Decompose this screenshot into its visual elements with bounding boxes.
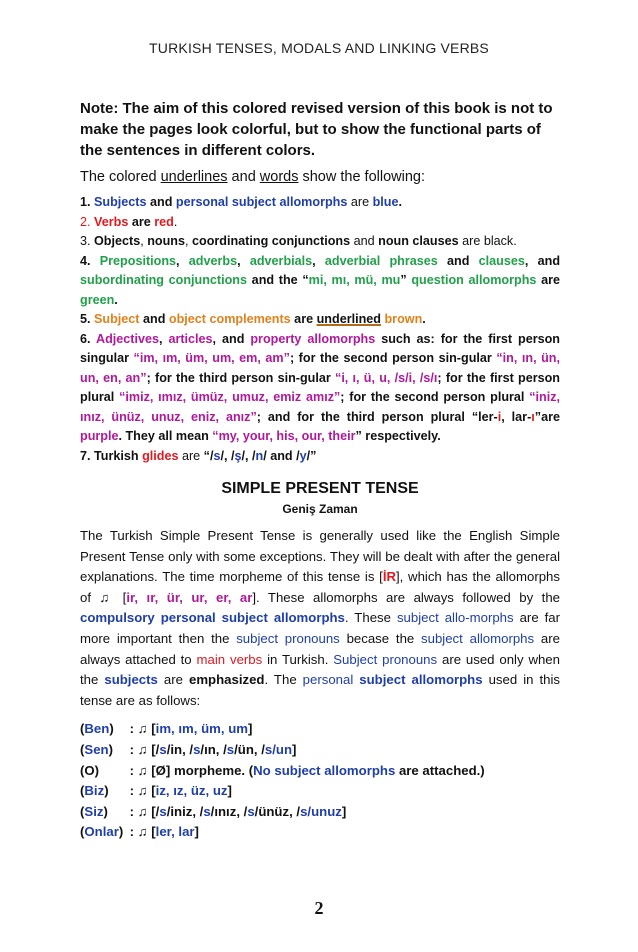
verbs-word: Verbs <box>94 214 129 229</box>
compulsory-allomorphs-phrase: compulsory personal subject allomorphs <box>80 610 345 626</box>
property-allomorphs-phrase: property allomorphs <box>250 331 376 346</box>
pronoun: Siz <box>84 803 104 819</box>
row-text: /ün, / <box>234 741 265 757</box>
body-text: are <box>157 672 189 688</box>
meanings-list: “my, your, his, our, their <box>212 429 356 443</box>
legend-text: . <box>114 292 118 307</box>
subordinating-conjunctions-phrase: subordinating conjunctions <box>80 273 247 287</box>
glide: s <box>159 803 167 819</box>
body-text: The Turkish Simple Present Tense is generally used like the English Simple Present Tense only with some exceptions. They will be dealt with after the general explanations. The time morpheme of this tense is [ <box>80 528 560 585</box>
glide: s <box>300 803 308 819</box>
body-text: used in this tense are as follows: <box>80 672 561 708</box>
pronoun: Ben <box>84 721 110 737</box>
legend-text: ” respectively. <box>355 429 441 443</box>
section-subtitle: Geniş Zaman <box>282 502 358 516</box>
legend-text: such as: for the first person singular <box>80 331 560 365</box>
legend-text: “ <box>302 273 309 287</box>
legend-text: are <box>536 273 560 287</box>
noun-clauses-phrase: noun clauses <box>378 234 459 248</box>
articles-word: articles <box>168 331 213 346</box>
intro-line <box>80 167 560 187</box>
adverbials-word: adverbials <box>249 253 313 268</box>
glides-word: glides <box>142 448 179 463</box>
conjunctions-phrase: coordinating conjunctions <box>192 234 351 248</box>
adverbs-word: adverbs <box>188 253 238 268</box>
question-allomorphs-phrase: question allomorphs <box>406 273 537 287</box>
black-word: black <box>483 234 514 248</box>
legend-item-7 <box>80 447 560 467</box>
body-text: are far more important then the <box>80 610 561 646</box>
purple-word: purple <box>80 429 119 443</box>
row-text: : ♫ [ <box>126 721 156 737</box>
legend-text: and <box>139 312 169 326</box>
first-plural-suffixes: “imiz, ımız, ümüz, umuz, emiz amız” <box>119 390 341 404</box>
subject-pronouns-phrase: subject pronouns <box>236 630 340 646</box>
legend-item-3 <box>80 232 560 252</box>
legend-item-4 <box>80 252 560 311</box>
row-text: /un <box>272 741 293 757</box>
legend-text: ; for the second person sin-gular <box>289 351 497 365</box>
conjugation-row-onlar: (Onlar) : ♫ [ler, lar] <box>80 824 199 840</box>
pronoun: Sen <box>84 741 109 757</box>
row-text: /unuz <box>307 803 342 819</box>
legend-item-1 <box>80 193 560 213</box>
legend-text: and the <box>247 273 303 287</box>
pronoun: Biz <box>84 783 105 799</box>
legend-text: and <box>537 253 561 268</box>
legend-text: “/ <box>203 448 214 463</box>
row-text: /iniz, / <box>166 803 204 819</box>
glide-s: s <box>213 448 221 463</box>
note-paragraph: Note: The aim of this colored revised version of this book is not to make the pages look colorful, but to show the functional parts of the sentences in different colors. <box>80 100 553 159</box>
running-header: TURKISH TENSES, MODALS AND LINKING VERBS <box>149 40 489 56</box>
legend-text: are <box>458 234 484 248</box>
third-plural-dotless-i: ı <box>531 409 535 424</box>
explanation-paragraph <box>80 526 560 711</box>
prepositions-word: Prepositions <box>99 253 177 268</box>
legend-text: ; for the second person plural <box>340 390 530 404</box>
main-verbs-phrase: main verbs <box>196 651 263 667</box>
clauses-word: clauses <box>478 253 525 268</box>
legend-text: , <box>185 234 192 248</box>
allomorphs-word: allomorphs <box>411 672 483 688</box>
pronoun: O <box>84 762 95 778</box>
row-text: /ınız, / <box>210 803 248 819</box>
third-plural-i: i <box>497 409 502 424</box>
red-word: red <box>154 214 174 229</box>
suffix-forms: iz, ız, üz, uz <box>155 783 228 799</box>
legend-text: ; for the third person sin-gular <box>146 370 336 385</box>
glide: s <box>159 741 167 757</box>
conjugation-row-biz: (Biz) : ♫ [iz, ız, üz, uz] <box>80 783 232 799</box>
subjects-word: subjects <box>104 672 158 688</box>
nouns-word: nouns <box>147 234 185 248</box>
legend-text: “ler- <box>471 409 498 424</box>
row-text: : ♫ [ <box>126 824 156 840</box>
row-text: ] <box>248 721 253 737</box>
legend-text: , <box>524 253 538 268</box>
glide: s <box>226 741 235 757</box>
conjugation-row-ben: (Ben) : ♫ [im, ım, üm, um] <box>80 721 253 737</box>
legend-text: , and <box>212 331 251 346</box>
row-text: are attached.) <box>395 762 485 778</box>
conjugation-row-siz: (Siz) : ♫ [/s/iniz, /s/ınız, /s/ünüz, /s/unuz] <box>80 803 347 819</box>
legend-text: , <box>140 234 148 248</box>
body-text: ]. These allomorphs are always followed by the <box>252 589 560 605</box>
legend-text: ; and for the third person plural <box>256 409 472 424</box>
subjects-word: Subjects <box>94 195 147 209</box>
color-legend <box>80 193 560 466</box>
subject-allomorphs-phrase: subject allo-morphs <box>396 610 514 626</box>
glide: s <box>203 803 211 819</box>
body-text: ], which has the allomorphs of ♫ [ <box>80 569 560 605</box>
legend-text: , lar- <box>501 409 532 424</box>
second-singular-suffixes: “in, ın, ün, un, en, an” <box>80 351 560 385</box>
row-text: : ♫ [ <box>126 783 156 799</box>
row-text: /ın, / <box>200 741 227 757</box>
row-text: : ♫ [/ <box>126 741 160 757</box>
adjectives-word: Adjectives <box>95 331 159 346</box>
legend-text: . <box>513 234 517 248</box>
green-word: green <box>80 292 115 307</box>
item-number: 7. Turkish <box>80 448 143 463</box>
legend-text: are <box>290 312 317 326</box>
body-text: . These <box>344 610 397 626</box>
legend-text: /, / <box>220 448 235 463</box>
body-text: are always attached to <box>80 630 560 667</box>
row-text: : ♫ [Ø] morpheme. ( <box>126 762 254 778</box>
row-text: ] <box>292 741 297 757</box>
row-text: ] <box>194 824 199 840</box>
underlined-word: underlined <box>316 312 381 326</box>
legend-text: /, / <box>241 448 256 463</box>
legend-text: ” <box>400 273 407 287</box>
personal-word: personal <box>302 672 354 688</box>
legend-text: . They all mean <box>118 429 213 443</box>
allomorphs-phrase: personal subject allomorphs <box>175 195 348 209</box>
legend-text: are <box>178 448 204 463</box>
body-text: are used only when the <box>80 651 560 688</box>
legend-text: /” <box>306 448 317 463</box>
item-number: 5. <box>80 312 95 326</box>
legend-text: / and / <box>263 448 300 463</box>
legend-text: and <box>350 234 379 248</box>
row-text: /ünüz, / <box>254 803 301 819</box>
subject-word: Subject <box>94 312 140 326</box>
legend-item-6 <box>80 330 560 447</box>
glide: s <box>247 803 255 819</box>
page-content <box>80 98 560 843</box>
legend-text: and <box>437 253 479 268</box>
page-number: 2 <box>314 898 324 918</box>
pronoun: Onlar <box>84 824 119 840</box>
subject-word: subject <box>359 672 406 688</box>
objects-word: Objects <box>94 234 141 248</box>
conjugation-row-sen: (Sen) : ♫ [/s/in, /s/ın, /s/ün, /s/un] <box>80 741 297 757</box>
item-number: 2. <box>80 214 95 229</box>
legend-text: ; for the first person plural <box>80 370 560 404</box>
body-text: in Turkish. <box>262 651 334 667</box>
question-particles: mi, mı, mü, mu <box>308 273 401 287</box>
legend-text: , <box>237 253 250 268</box>
legend-text: , <box>158 331 169 346</box>
conjugation-list <box>80 719 560 843</box>
legend-text: , <box>176 253 189 268</box>
allomorphs-list: ir, ır, ür, ur, er, ar <box>126 589 253 605</box>
legend-text: and <box>146 195 176 209</box>
time-morpheme: İR <box>382 569 396 585</box>
item-number: 3. <box>80 234 95 248</box>
intro-text: The colored <box>80 169 161 185</box>
glide-n: n <box>255 448 264 463</box>
glide: s <box>264 741 273 757</box>
blue-word: blue <box>372 195 399 209</box>
section-title: SIMPLE PRESENT TENSE <box>221 480 419 497</box>
item-number: 4. <box>80 253 100 268</box>
subject-allomorphs-phrase: subject allomorphs <box>421 630 535 646</box>
legend-item-5 <box>80 310 560 330</box>
legend-text: are <box>347 195 373 209</box>
body-text: . The <box>264 672 303 688</box>
underlines-word: underlines <box>160 169 228 185</box>
item-number: 6. <box>80 331 96 346</box>
row-text: /in, / <box>166 741 194 757</box>
body-text: becase the <box>339 630 422 646</box>
legend-text: are <box>128 214 155 229</box>
glide: s <box>193 741 201 757</box>
intro-text: show the following: <box>298 169 426 185</box>
intro-text: and <box>227 169 260 185</box>
row-text: ] <box>341 803 347 819</box>
second-plural-suffixes: “iniz, ınız, ünüz, unuz, eniz, anız” <box>80 390 560 424</box>
legend-text: . <box>422 312 426 326</box>
row-text: ] <box>227 783 232 799</box>
brown-word: brown <box>380 312 423 326</box>
legend-text: . <box>398 195 402 209</box>
suffix-forms: im, ım, üm, um <box>155 721 248 737</box>
row-text: : ♫ [/ <box>126 803 160 819</box>
conjugation-row-o: (O) : ♫ [Ø] morpheme. (No subject allomorphs are attached.) <box>80 762 485 778</box>
legend-text: , <box>312 253 325 268</box>
legend-text: ”are <box>534 409 561 424</box>
emphasized-word: emphasized <box>188 672 265 688</box>
suffix-forms: ler, lar <box>155 824 195 840</box>
legend-item-2 <box>80 213 560 233</box>
object-complements-phrase: object complements <box>168 312 291 326</box>
glide-y: y <box>299 448 307 463</box>
no-allomorphs-note: No subject allomorphs <box>253 762 396 778</box>
third-singular-suffixes: “i, ı, ü, u, /s/i, /s/ı <box>335 370 438 385</box>
adverbial-phrases-word: adverbial phrases <box>324 253 438 268</box>
first-singular-suffixes: “im, ım, üm, um, em, am” <box>133 351 290 365</box>
words-word: words <box>259 169 299 185</box>
subject-pronouns-phrase: Subject pronouns <box>333 651 438 667</box>
item-number: 1. <box>80 195 95 209</box>
glide-sh: ş <box>234 448 242 463</box>
legend-text: . <box>173 214 178 229</box>
